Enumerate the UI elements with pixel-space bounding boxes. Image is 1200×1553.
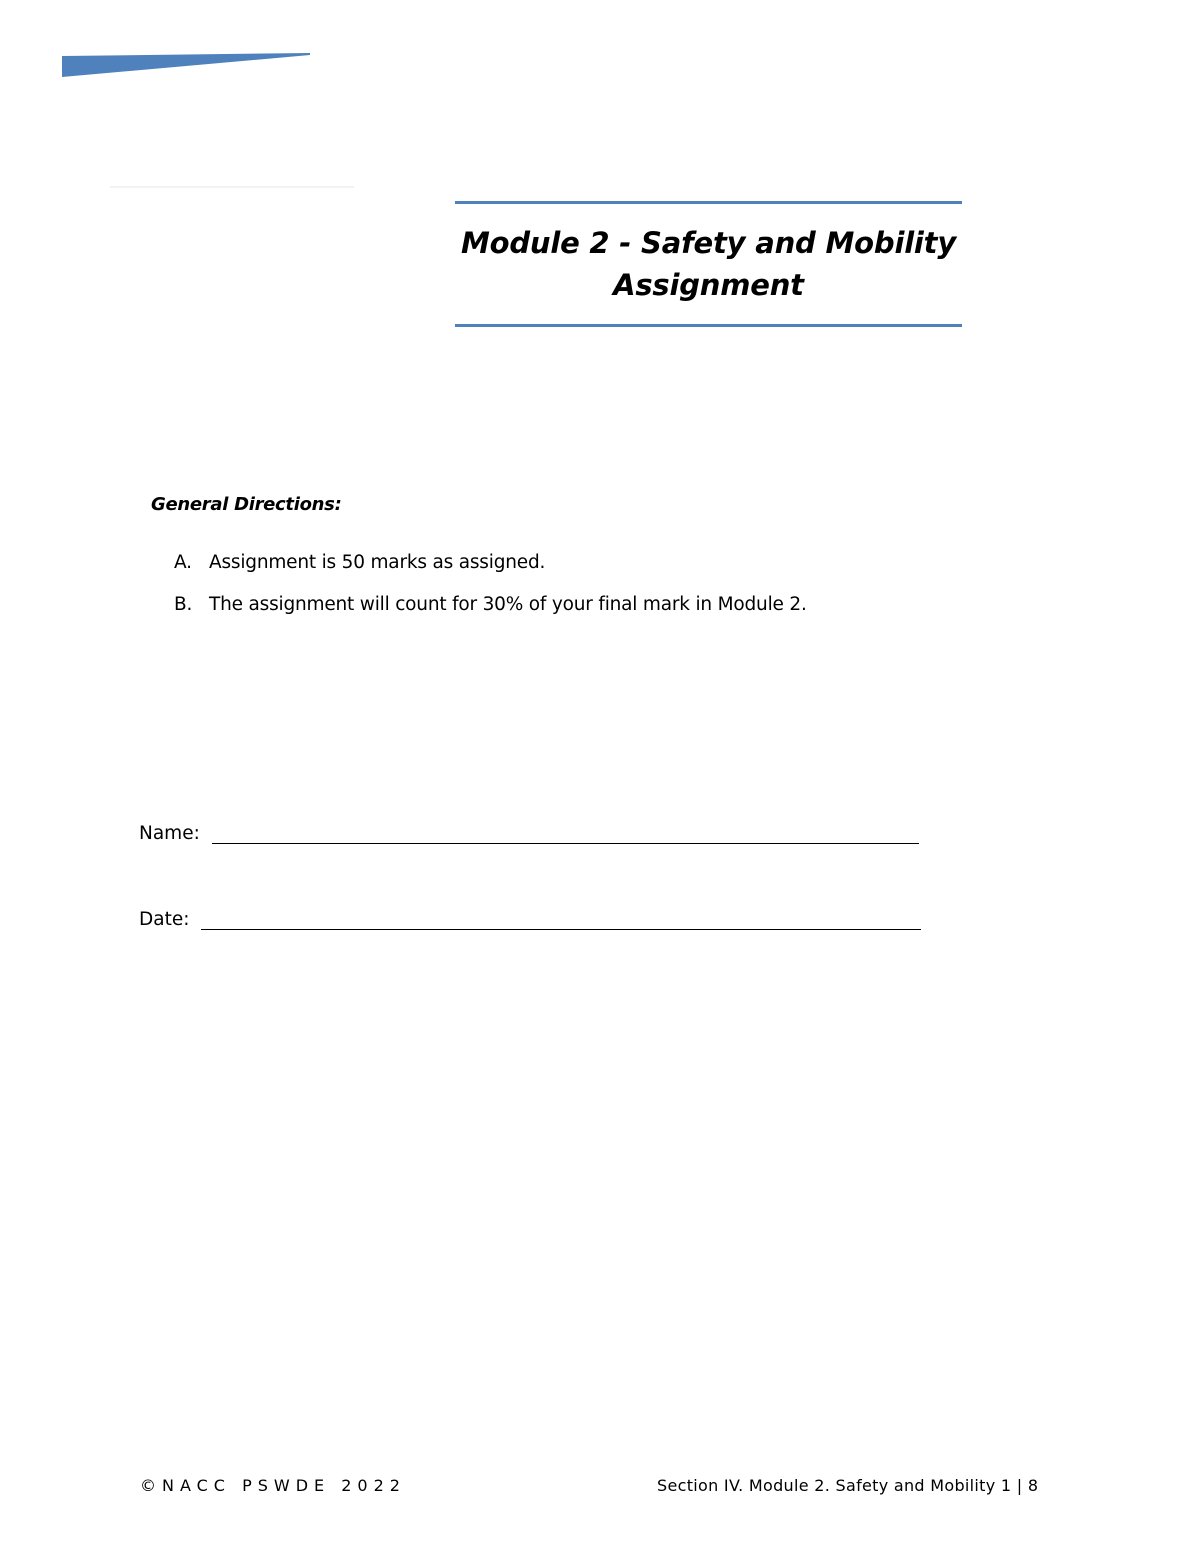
title-line-2: Assignment	[613, 268, 804, 302]
name-field-row	[139, 823, 919, 844]
date-field-row	[139, 909, 921, 930]
title-line-1: Module 2 - Safety and Mobility	[460, 226, 957, 260]
date-field[interactable]	[201, 911, 921, 930]
name-label: Name:	[139, 823, 200, 844]
name-field[interactable]	[212, 825, 919, 844]
list-item-text: Assignment is 50 marks as assigned.	[209, 552, 546, 573]
title-block	[455, 201, 962, 327]
date-label: Date:	[139, 909, 190, 930]
footer-section-page: Section IV. Module 2. Safety and Mobility 1 | 8	[657, 1476, 1039, 1495]
directions-list	[174, 552, 807, 636]
footer-copyright: ©NACC PSWDE 2022	[140, 1476, 406, 1495]
list-item	[174, 552, 807, 594]
list-item-text: The assignment will count for 30% of your final mark in Module 2.	[209, 594, 807, 615]
list-item	[174, 594, 807, 636]
blue-wedge-logo	[62, 53, 310, 77]
list-item-letter: A.	[174, 552, 192, 573]
directions-heading: General Directions:	[151, 494, 342, 515]
decorative-rule	[110, 186, 354, 188]
list-item-letter: B.	[174, 594, 193, 615]
page-title	[461, 222, 956, 306]
